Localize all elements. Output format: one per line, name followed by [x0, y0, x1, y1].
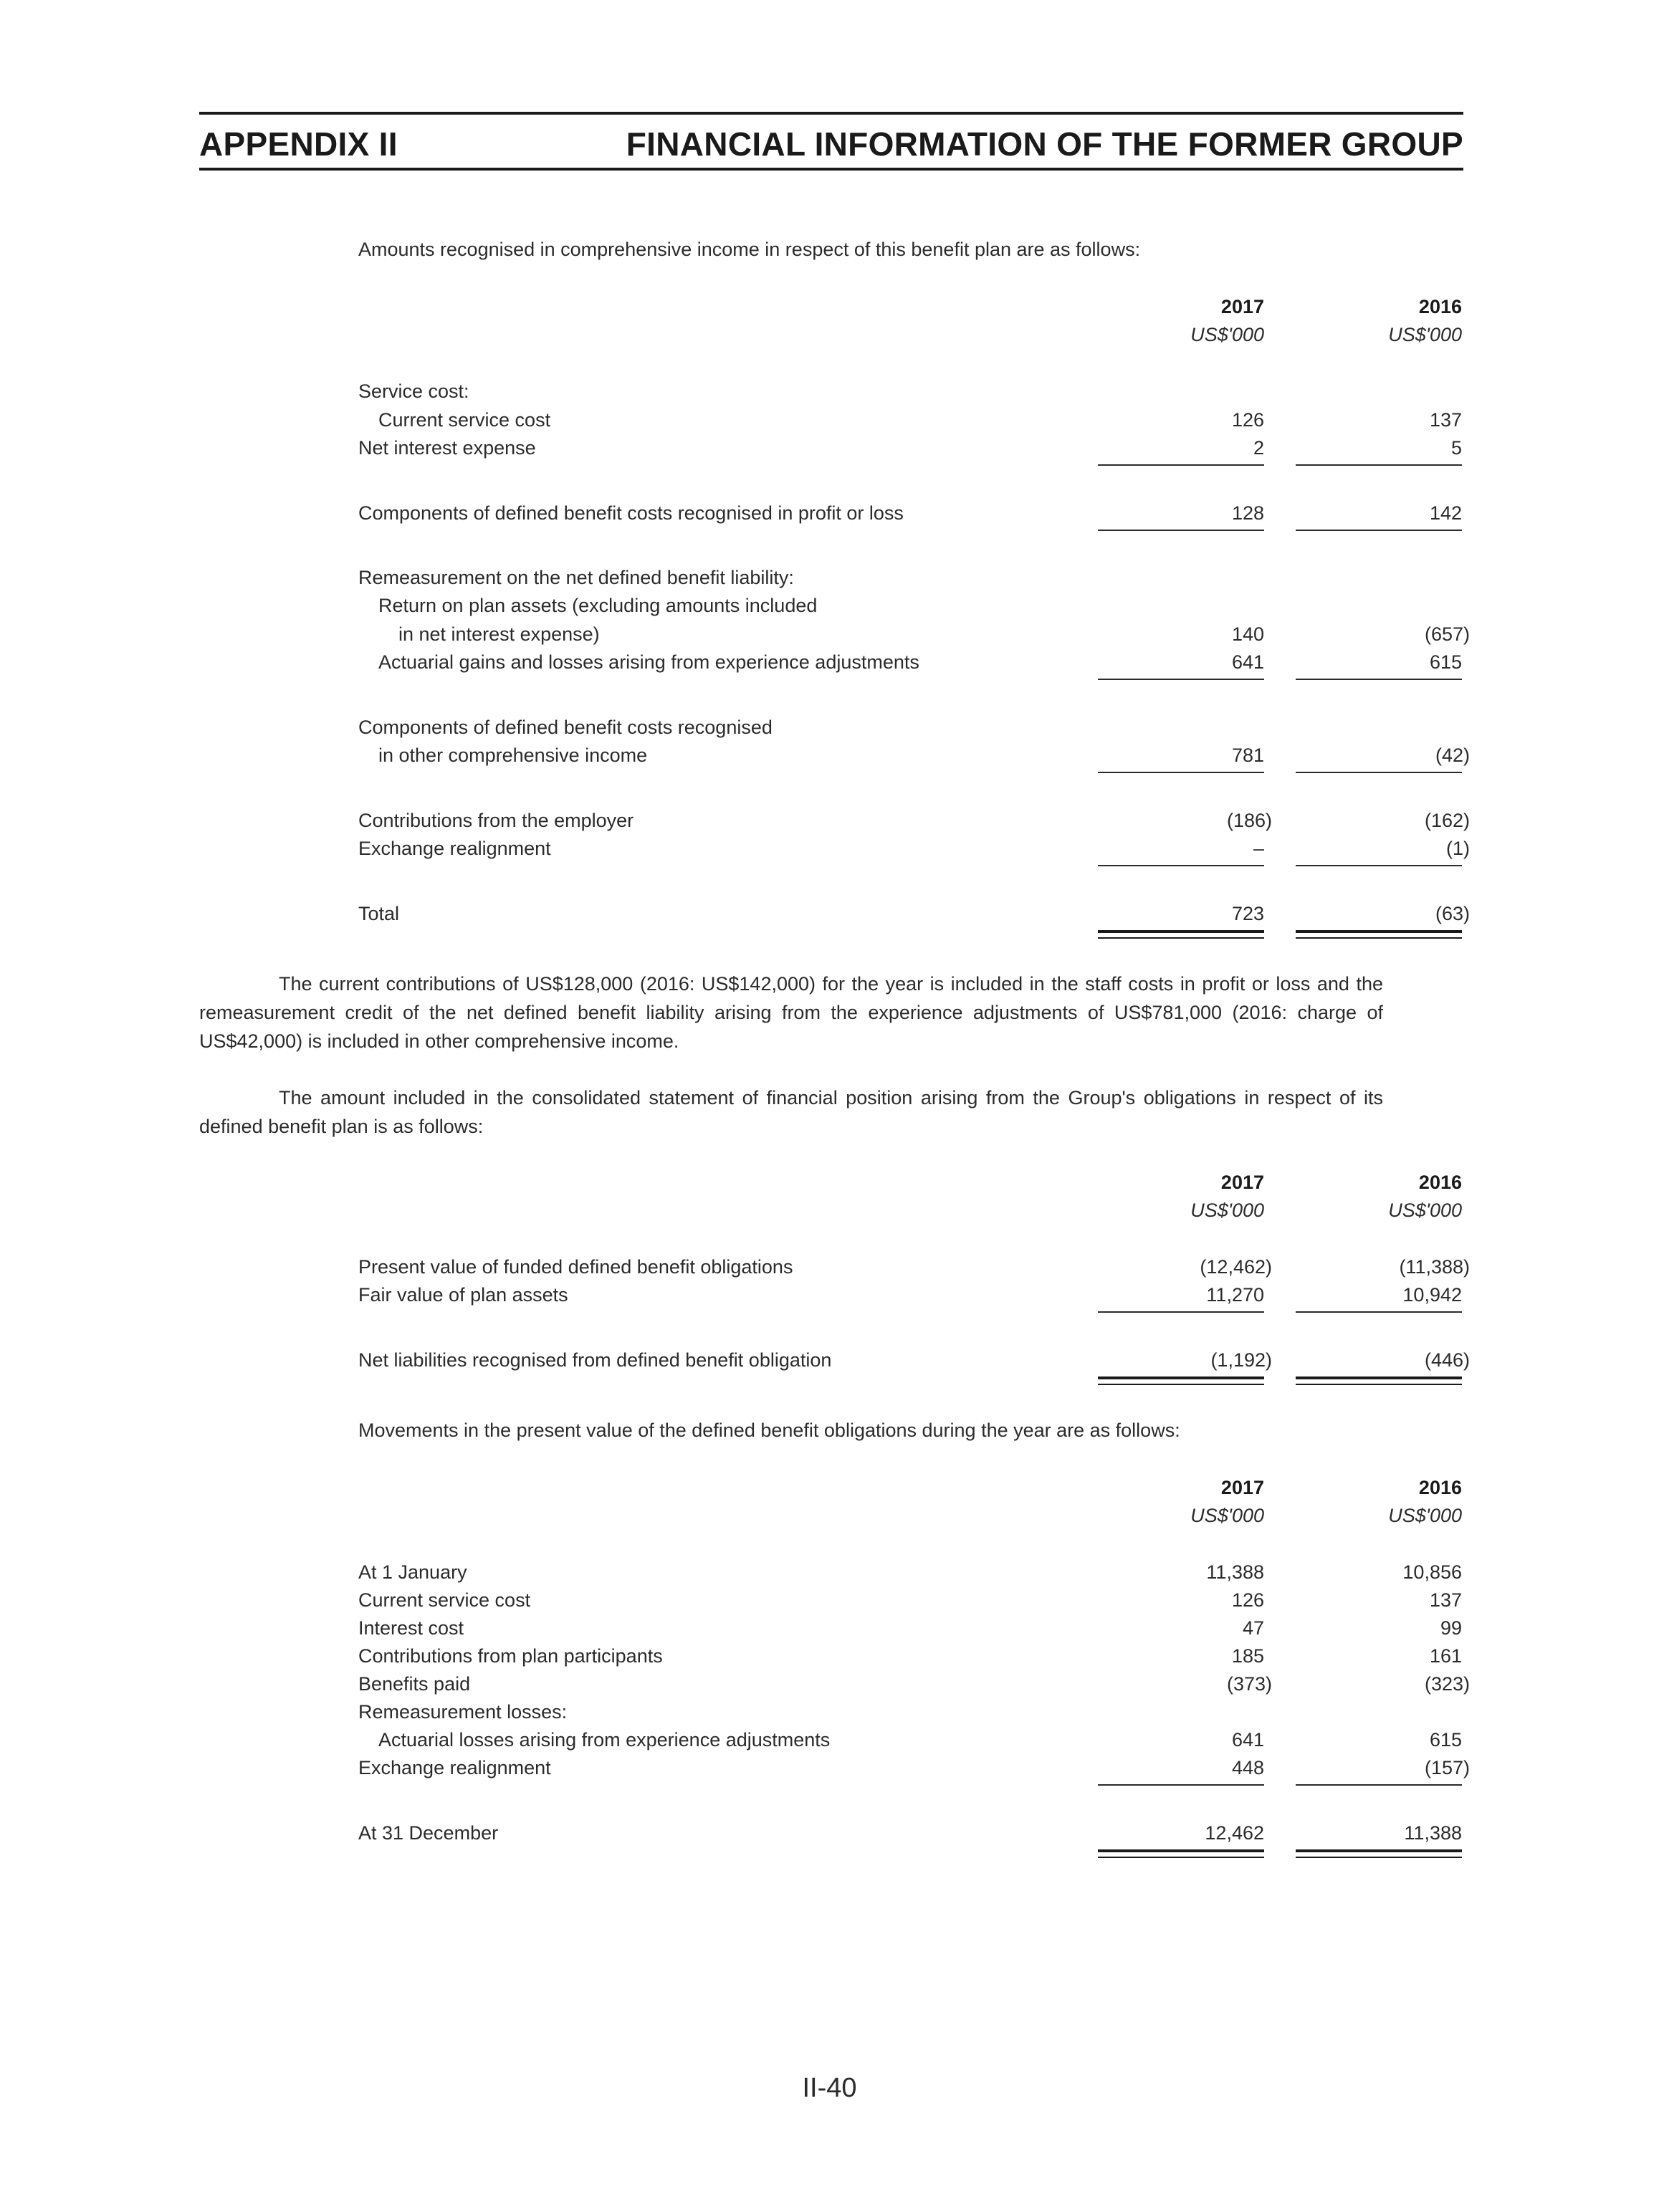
page-number: II-40 — [802, 2073, 857, 2103]
net-interest-expense-2017: 2 — [1253, 437, 1264, 459]
s3-unit-2016: US$'000 — [1388, 1505, 1462, 1526]
s2-unit-2016: US$'000 — [1388, 1200, 1462, 1221]
at-31-december-label: At 31 December — [358, 1822, 499, 1844]
remeasurement-losses-heading: Remeasurement losses: — [358, 1701, 568, 1723]
double-rule — [1098, 930, 1264, 939]
exchange-realignment-label: Exchange realignment — [358, 838, 551, 859]
employer-contributions-2017: (186) — [1226, 810, 1272, 831]
current-service-cost-label: Current service cost — [378, 409, 551, 431]
s3-current-service-cost-2017: 126 — [1231, 1589, 1264, 1611]
s1-unit-2017: US$'000 — [1190, 324, 1264, 345]
s3-exchange-2016: (157) — [1424, 1757, 1470, 1778]
s1-year-2017: 2017 — [1220, 296, 1264, 317]
interest-cost-label: Interest cost — [358, 1617, 464, 1639]
fair-value-label: Fair value of plan assets — [358, 1284, 568, 1306]
total-2016: (63) — [1435, 903, 1470, 924]
return-on-plan-assets-2017: 140 — [1231, 623, 1264, 645]
rule — [1296, 464, 1462, 466]
s3-current-service-cost-2016: 137 — [1429, 1589, 1462, 1611]
profit-or-loss-2017: 128 — [1231, 502, 1264, 524]
present-value-2016: (11,388) — [1399, 1256, 1470, 1278]
section-title: FINANCIAL INFORMATION OF THE FORMER GROUP — [626, 125, 1463, 163]
interest-cost-2016: 99 — [1440, 1617, 1462, 1639]
exchange-realignment-2017: – — [1253, 838, 1264, 859]
benefits-paid-2017: (373) — [1226, 1673, 1272, 1695]
section1-intro: Amounts recognised in comprehensive income in respect of this benefit plan are as follows: — [358, 239, 1141, 260]
double-rule — [1098, 1849, 1264, 1858]
benefits-paid-2016: (323) — [1424, 1673, 1470, 1695]
return-on-plan-assets-label: in net interest expense) — [398, 623, 600, 645]
s3-actuarial-label: Actuarial losses arising from experience adjustments — [378, 1729, 831, 1751]
s3-year-2016: 2016 — [1418, 1477, 1462, 1498]
s3-exchange-label: Exchange realignment — [358, 1757, 551, 1778]
profit-or-loss-label: Components of defined benefit costs recognised in profit or loss — [358, 502, 904, 524]
total-2017: 723 — [1231, 903, 1264, 924]
page-header — [199, 112, 1463, 171]
s3-year-2017: 2017 — [1220, 1477, 1264, 1498]
oci-2016: (42) — [1435, 744, 1470, 766]
participant-contributions-2017: 185 — [1231, 1645, 1264, 1667]
participant-contributions-2016: 161 — [1429, 1645, 1462, 1667]
rule — [1098, 464, 1264, 466]
interest-cost-2017: 47 — [1242, 1617, 1264, 1639]
exchange-realignment-2016: (1) — [1446, 838, 1470, 859]
s1-year-2016: 2016 — [1418, 296, 1462, 317]
s2-year-2016: 2016 — [1418, 1172, 1462, 1193]
s3-current-service-cost-label: Current service cost — [358, 1589, 531, 1611]
rule — [1098, 530, 1264, 531]
double-rule — [1296, 930, 1462, 939]
net-interest-expense-2016: 5 — [1450, 437, 1462, 459]
double-rule — [1098, 1376, 1264, 1385]
rule — [1296, 679, 1462, 680]
s3-actuarial-2016: 615 — [1429, 1729, 1462, 1751]
rule — [1296, 865, 1462, 866]
actuarial-2016: 615 — [1429, 651, 1462, 673]
actuarial-label: Actuarial gains and losses arising from experience adjustments — [378, 651, 919, 673]
present-value-2017: (12,462) — [1200, 1256, 1272, 1278]
at-1-january-label: At 1 January — [358, 1561, 467, 1583]
at-31-december-2017: 12,462 — [1205, 1822, 1264, 1844]
employer-contributions-label: Contributions from the employer — [358, 810, 634, 831]
net-liabilities-2016: (446) — [1424, 1349, 1470, 1371]
net-interest-expense-label: Net interest expense — [358, 437, 536, 459]
paragraph-contributions: The current contributions of US$128,000 (2016: US$142,000) for the year is included in the staff costs in profit or loss and the remeasurement credit of the net defined benefit liability arising from the experience adjustments of US$781,000 (2016: charge of US$42,000) is included in other comprehensive income. — [199, 973, 1383, 1052]
rule — [1098, 1311, 1264, 1313]
paragraph-financial-position: The amount included in the consolidated statement of financial position arising from the Group's obligations in respect of its defined benefit plan is as follows: — [199, 1087, 1383, 1137]
total-label: Total — [358, 903, 400, 924]
fair-value-2016: 10,942 — [1402, 1284, 1462, 1306]
rule — [1296, 1784, 1462, 1786]
benefits-paid-label: Benefits paid — [358, 1673, 471, 1695]
section3-intro: Movements in the present value of the defined benefit obligations during the year are as follows: — [358, 1419, 1180, 1441]
s3-unit-2017: US$'000 — [1190, 1505, 1264, 1526]
at-31-december-2016: 11,388 — [1404, 1822, 1462, 1844]
s2-year-2017: 2017 — [1220, 1172, 1264, 1193]
s3-exchange-2017: 448 — [1231, 1757, 1264, 1778]
current-service-cost-2017: 126 — [1231, 409, 1264, 431]
profit-or-loss-2016: 142 — [1429, 502, 1462, 524]
employer-contributions-2016: (162) — [1424, 810, 1470, 831]
rule — [1296, 530, 1462, 531]
remeasurement-heading: Remeasurement on the net defined benefit liability: — [358, 567, 794, 588]
rule — [1098, 679, 1264, 680]
current-service-cost-2016: 137 — [1429, 409, 1462, 431]
fair-value-2017: 11,270 — [1206, 1284, 1264, 1306]
at-1-january-2016: 10,856 — [1402, 1561, 1462, 1583]
rule — [1098, 1784, 1264, 1786]
at-1-january-2017: 11,388 — [1206, 1561, 1264, 1583]
return-on-plan-assets-line1: Return on plan assets (excluding amounts included — [378, 595, 818, 616]
rule — [1098, 772, 1264, 773]
oci-line1: Components of defined benefit costs recognised — [358, 717, 773, 738]
participant-contributions-label: Contributions from plan participants — [358, 1645, 663, 1667]
s2-unit-2017: US$'000 — [1190, 1200, 1264, 1221]
appendix-label: APPENDIX II — [199, 125, 398, 163]
present-value-label: Present value of funded defined benefit obligations — [358, 1256, 793, 1278]
service-cost-heading: Service cost: — [358, 380, 469, 402]
s3-actuarial-2017: 641 — [1231, 1729, 1264, 1751]
net-liabilities-2017: (1,192) — [1210, 1349, 1272, 1371]
return-on-plan-assets-2016: (657) — [1424, 623, 1470, 645]
double-rule — [1296, 1376, 1462, 1385]
rule — [1098, 865, 1264, 866]
oci-label: in other comprehensive income — [378, 744, 648, 766]
s1-unit-2016: US$'000 — [1388, 324, 1462, 345]
rule — [1296, 1311, 1462, 1313]
actuarial-2017: 641 — [1231, 651, 1264, 673]
rule — [1296, 772, 1462, 773]
oci-2017: 781 — [1231, 744, 1264, 766]
net-liabilities-label: Net liabilities recognised from defined benefit obligation — [358, 1349, 832, 1371]
double-rule — [1296, 1849, 1462, 1858]
